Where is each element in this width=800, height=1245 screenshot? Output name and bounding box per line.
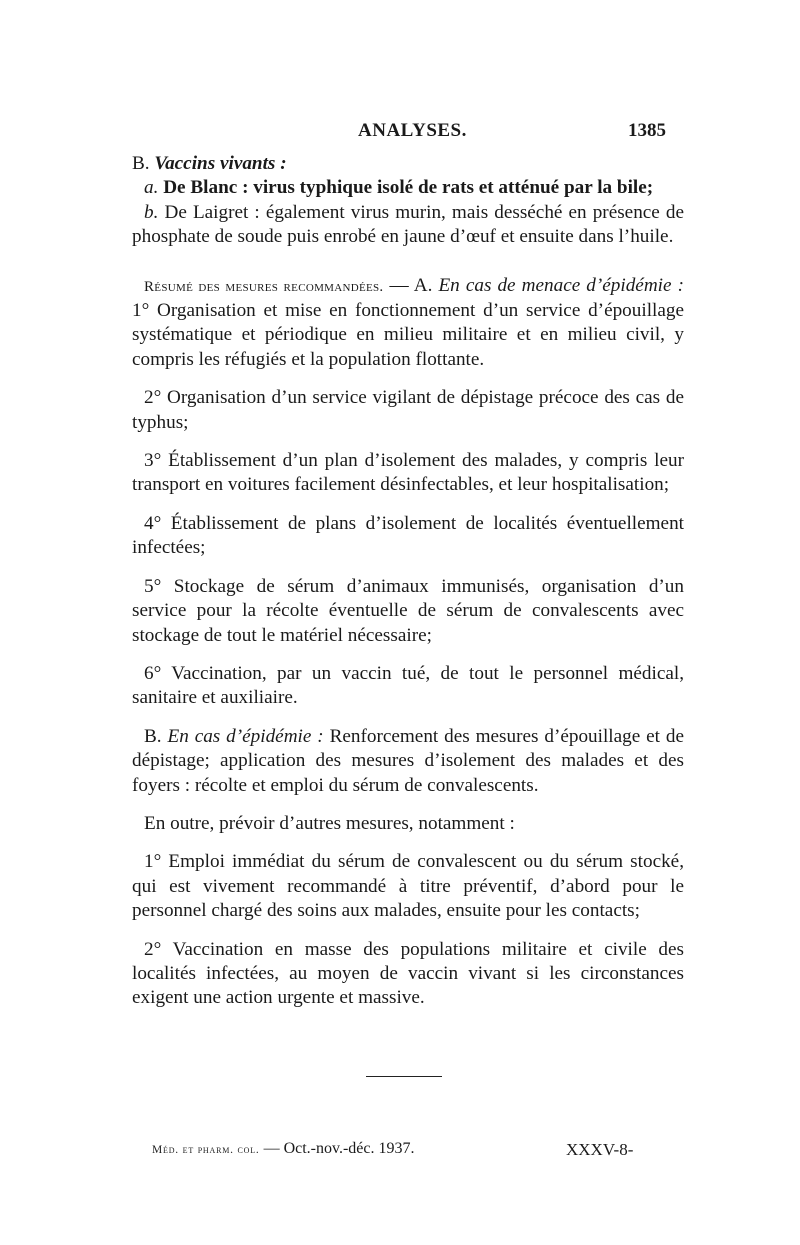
paragraph: 4° Établissement de plans d’isolement de localités éventuellement infectées;	[132, 512, 684, 559]
paragraph	[132, 725, 684, 798]
page-footer	[0, 1140, 800, 1166]
menace-heading: En cas de menace d’épidémie :	[438, 274, 684, 296]
paragraph: 1° Emploi immédiat du sérum de convalescent ou du sérum stocké, qui est vivement recommandé à titre préventif, d’abord pour le personnel chargé des soins aux malades, ensuite pour les contacts;	[132, 851, 684, 922]
item-label: b.	[144, 201, 159, 223]
section-divider	[366, 1076, 442, 1077]
item-text: De Blanc : virus typhique isolé de rats et atténué par la bile;	[163, 177, 654, 199]
item-text: 1° Organisation et mise en fonctionnement d’un service d’épouillage systématique et périodique en milieu militaire et en milieu civil, y compris les réfugiés et la population flottante.	[132, 300, 684, 370]
section-letter: B.	[144, 725, 162, 747]
section-title: Vaccins vivants :	[154, 153, 287, 174]
paragraph: 3° Établissement d’un plan d’isolement des malades, y compris leur transport en voitures facilement désinfectables, et leur hospitalisation;	[132, 450, 684, 496]
list-item	[132, 201, 684, 250]
resume-heading: Résumé des mesures recommandées.	[144, 278, 384, 295]
list-item	[132, 176, 684, 200]
item-text: Renforcement des mesures d’épouillage et de dépistage; application des mesures d’isolement des malades et des foyers : récolte et emploi du sérum de convalescents.	[132, 725, 684, 796]
running-title: ANALYSES.	[358, 120, 467, 141]
body-text	[132, 152, 684, 1025]
paragraph	[132, 274, 684, 373]
paragraph: En outre, prévoir d’autres mesures, notamment :	[144, 812, 515, 834]
journal-date: — Oct.-nov.-déc. 1937.	[259, 1140, 415, 1157]
resume-dash: — A.	[383, 274, 439, 296]
page-number: 1385	[628, 120, 666, 141]
section-letter: B.	[132, 153, 150, 174]
page-header	[0, 120, 800, 146]
paragraph: 2° Vaccination en masse des populations militaire et civile des localités infectées, au moyen de vaccin vivant si les circonstances exigent une action urgente et massive.	[132, 938, 684, 1009]
epidemie-heading: En cas d’épidémie :	[167, 725, 324, 747]
journal-citation	[152, 1140, 415, 1158]
item-label: a.	[144, 177, 159, 199]
paragraph: 6° Vaccination, par un vaccin tué, de tout le personnel médical, sanitaire et auxiliaire.	[132, 662, 684, 709]
item-text: De Laigret : également virus murin, mais desséché en présence de phosphate de soude puis enrobé en jaune d’œuf et ensuite dans l’huile.	[132, 201, 685, 248]
section-heading-vaccins-vivants	[132, 152, 684, 176]
journal-name: Méd. et pharm. col.	[152, 1144, 260, 1156]
paragraph: 5° Stockage de sérum d’animaux immunisés, organisation d’un service pour la récolte éventuelle de sérum de convalescents avec stockage de tout le matériel nécessaire;	[132, 575, 684, 646]
fascicle-signature: XXXV-8-	[566, 1140, 634, 1159]
paragraph: 2° Organisation d’un service vigilant de dépistage précoce des cas de typhus;	[132, 387, 684, 433]
